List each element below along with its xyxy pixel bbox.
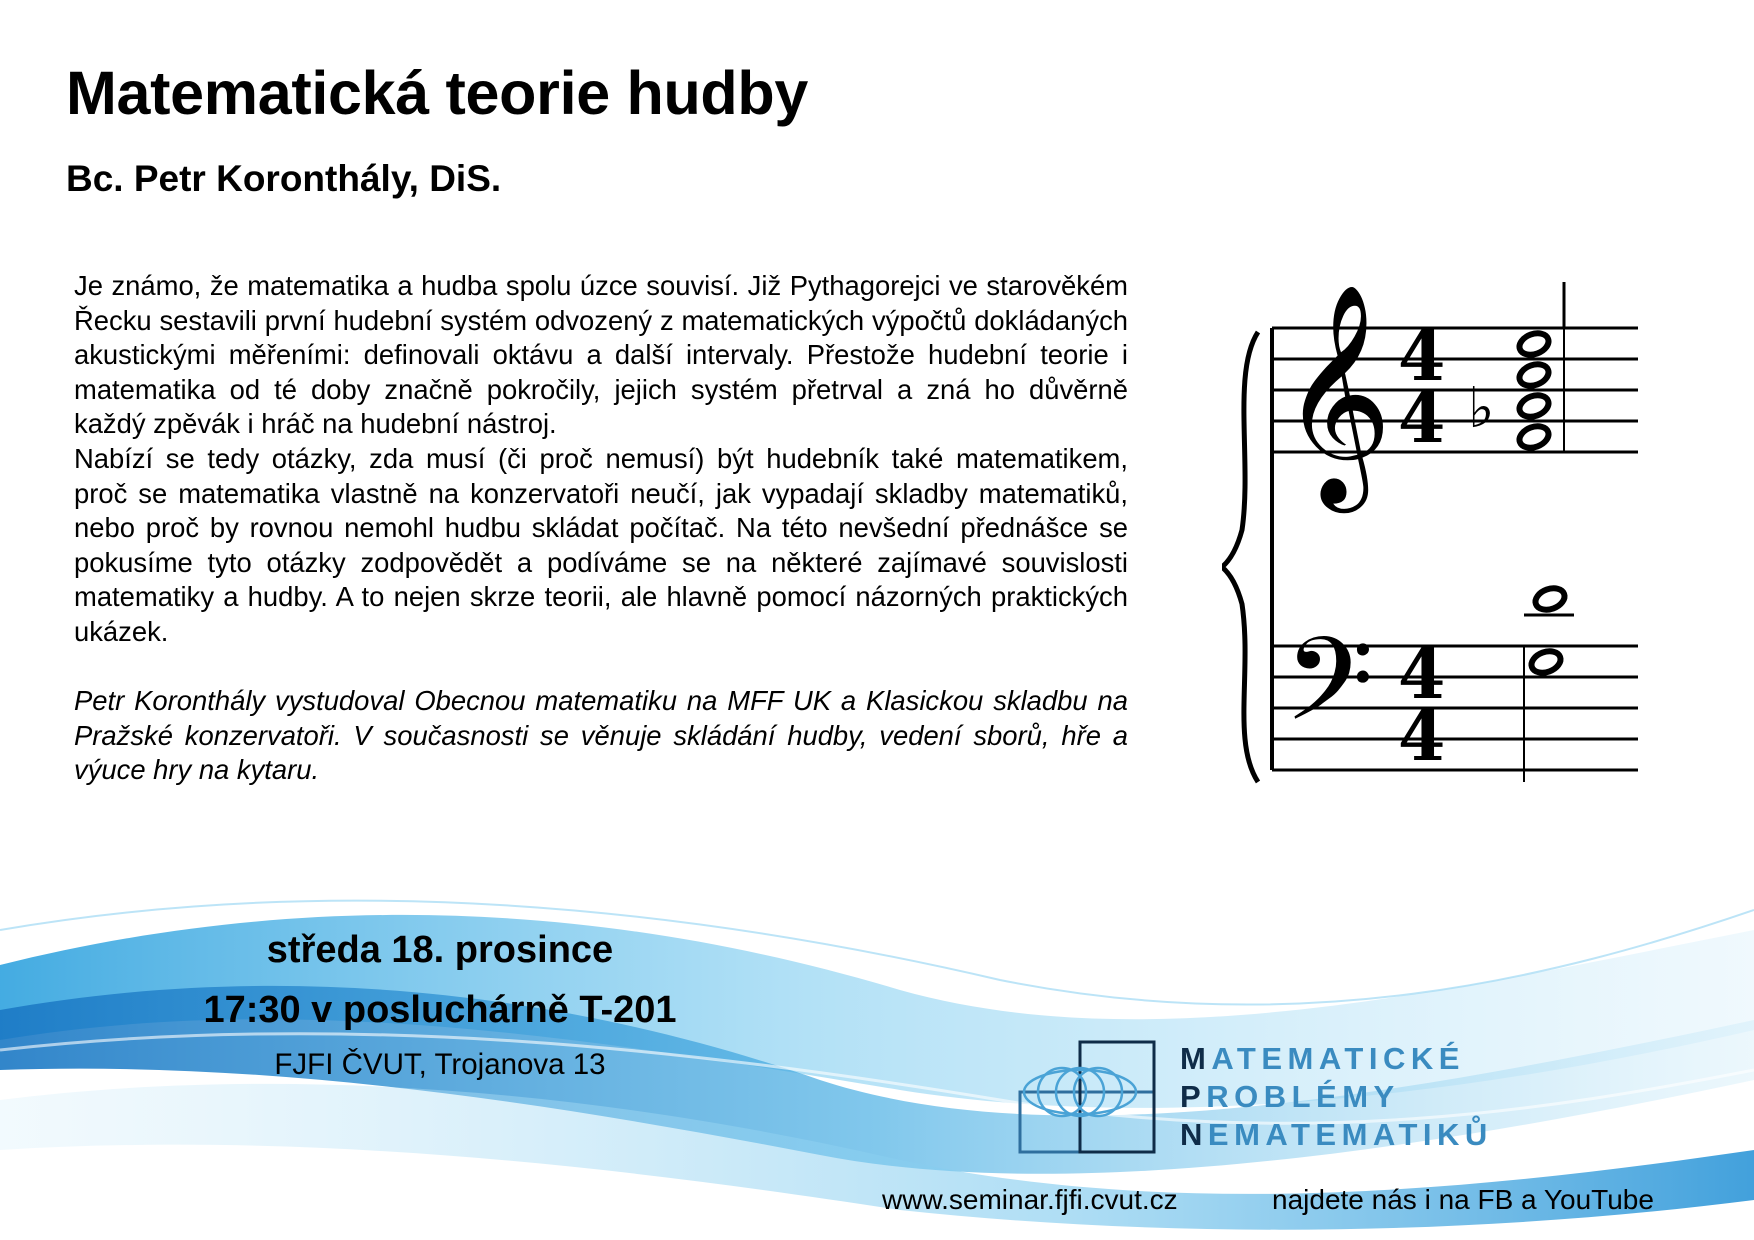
abstract-paragraph-2: Nabízí se tedy otázky, zda musí (či proč nemusí) být hudebník také matematikem, proč se matematika vlastně na konzervatoři neučí, jak vypadají skladby matematiků, nebo proč by rovnou nemohl hudbu skládat počítač. Na této nevšední přednášce se pokusíme tyto otázky zodpovědět a podíváme se na některé zajímavé souvislosti matematiky a hudby. A to nejen skrze teorii, ale hlavně pomocí názorných praktických ukázek. [74,442,1128,647]
poster-title: Matematická teorie hudby [66,59,808,127]
chord-note [1516,391,1551,420]
logo-line-2 [1180,1078,1493,1116]
chord-note [1516,360,1551,389]
website-link[interactable]: www.seminar.fjfi.cvut.cz [882,1184,1178,1215]
event-info [140,925,740,1085]
music-score-illustration [1222,262,1642,822]
time-signature-bottom-bass: 4 [1398,697,1446,777]
flat-icon: ♭ [1468,376,1495,441]
logo-initial-p: P [1180,1079,1207,1114]
bass-note [1528,647,1563,676]
seminar-logo-icon [1018,1040,1158,1154]
bass-clef-icon: 𝄢 [1284,613,1375,776]
event-address: FJFI ČVUT, Trojanova 13 [274,1048,606,1081]
time-signature-bottom-treble: 4 [1398,379,1446,459]
logo-initial-m: M [1180,1041,1212,1076]
abstract [74,269,1128,788]
logo-line-3 [1180,1116,1493,1154]
seminar-logo-text [1180,1040,1493,1154]
treble-clef-icon: 𝄞 [1280,282,1393,503]
logo-rest-3: EMATEMATIKŮ [1207,1117,1493,1152]
speaker-name: Bc. Petr Koronthály, DiS. [66,158,502,199]
time-signature-top-bass: 4 [1398,635,1446,715]
logo-rest-2: ROBLÉMY [1206,1079,1400,1114]
chord-note [1516,422,1551,451]
logo-line-1 [1180,1040,1493,1078]
speaker-bio: Petr Koronthály vystudoval Obecnou matematiku na MFF UK a Klasickou skladbu na Pražské konzervatoři. V současnosti se věnuje skládání hudby, vedení sborů, hře a výuce hry na kytaru. [74,685,1128,786]
event-date: středa 18. prosince [266,929,614,971]
event-time-place: 17:30 v posluchárně T-201 [203,989,677,1031]
logo-initial-n: N [1180,1117,1208,1152]
social-media-note: najdete nás i na FB a YouTube [1272,1184,1654,1215]
abstract-paragraph-1: Je známo, že matematika a hudba spolu úzce souvisí. Již Pythagorejci ve starověkém Řecku sestavili první hudební systém odvozený z matematických výpočtů dokládaných akustickými měřeními: definovali oktávu a další intervaly. Přestože hudební teorie i matematika od té doby značně pokročily, jejich systém přetrval a zná ho důvěrně každý zpěvák i hráč na hudební nástroj. [74,270,1128,440]
time-signature-top-treble: 4 [1398,317,1446,397]
chord-note [1516,329,1551,358]
logo-rest-1: ATEMATICKÉ [1211,1041,1465,1076]
bass-note [1532,584,1567,613]
